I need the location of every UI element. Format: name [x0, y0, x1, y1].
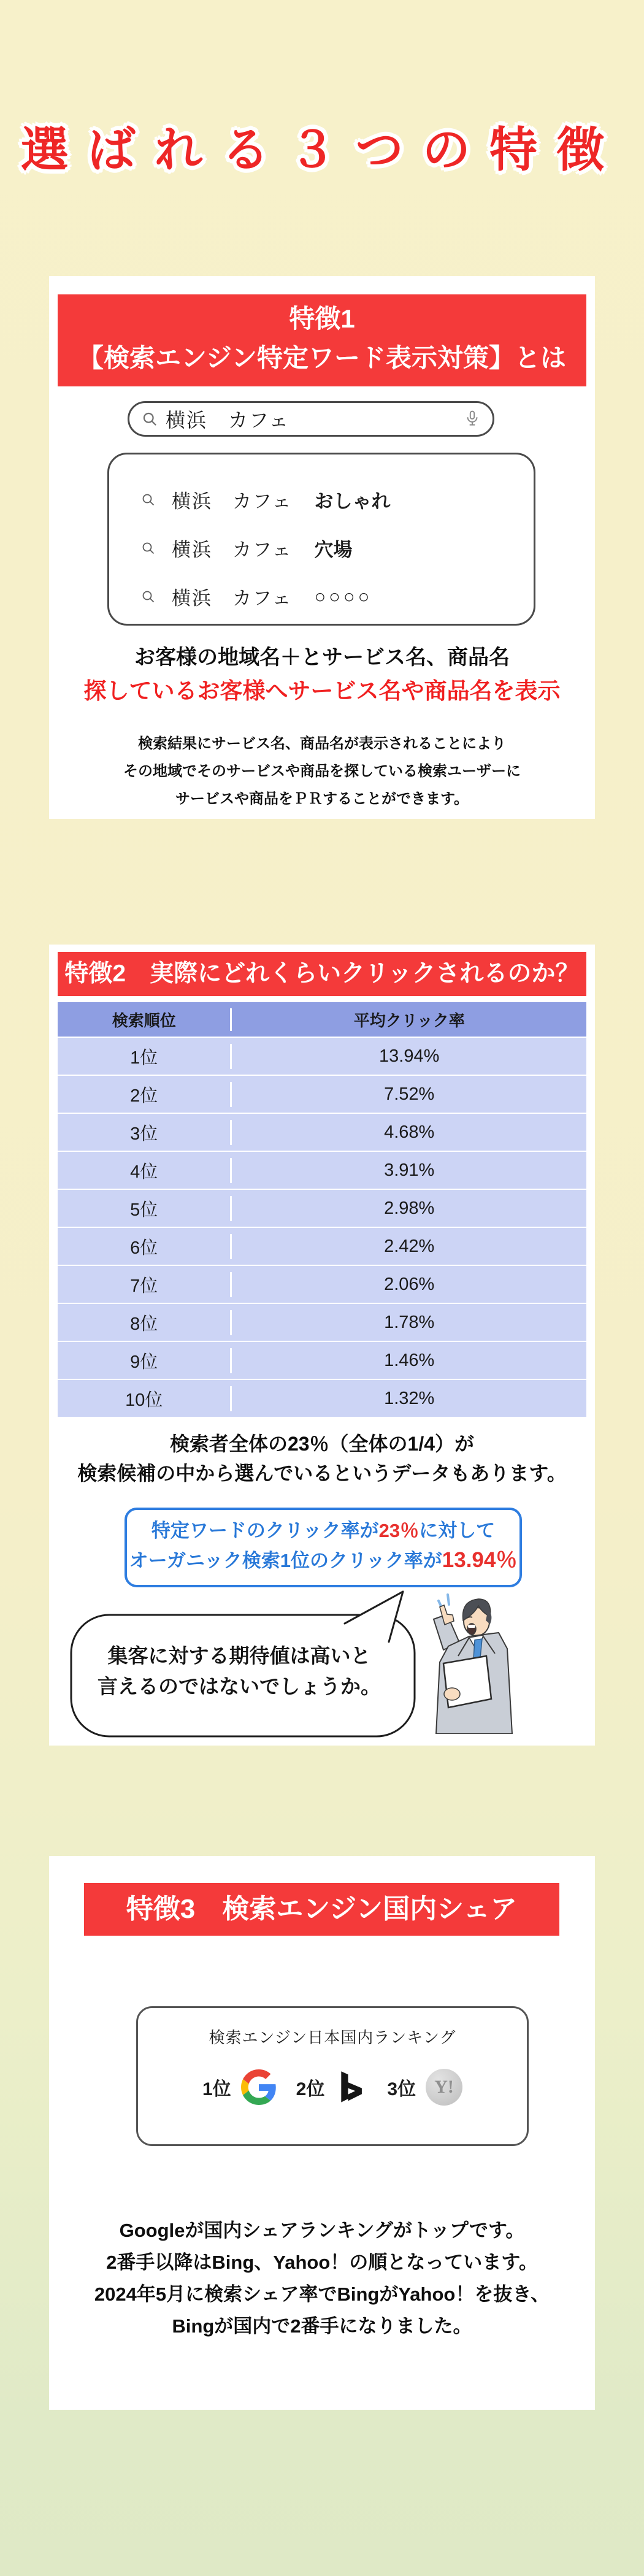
column-header-rank: 検索順位	[58, 1008, 232, 1031]
feature1-body-line: 検索結果にサービス名、商品名が表示されることにより	[138, 735, 506, 752]
callout-line1	[127, 1516, 519, 1546]
table-row	[58, 1304, 586, 1341]
ranking-item-google	[202, 2069, 277, 2105]
search-query-text: 横浜 カフェ	[166, 409, 290, 431]
feature3-body-line: 2024年5月に検索シェア率でBingがYahoo！を抜き、	[94, 2283, 550, 2305]
rank-label: 3位	[387, 2079, 416, 2099]
bubble-line: 言えるのではないでしょうか。	[98, 1675, 381, 1698]
feature2-note-text	[49, 1429, 595, 1488]
table-row	[58, 1342, 586, 1379]
suggestion-prefix: 横浜 カフェ	[172, 539, 293, 561]
feature3-body-line: Bingが国内で2番手になりました。	[172, 2315, 472, 2337]
rank-cell: 7位	[58, 1272, 232, 1297]
feature3-body-line: Googleが国内シェアランキングがトップです。	[119, 2220, 525, 2241]
ctr-cell: 1.78%	[384, 1312, 435, 1332]
ctr-cell: 13.94%	[379, 1046, 440, 1066]
bubble-line: 集客に対する期待値は高いと	[107, 1644, 371, 1667]
feature1-lead-red: 探しているお客様へサービス名や商品名を表示	[83, 678, 561, 703]
ctr-cell: 2.98%	[384, 1198, 435, 1218]
search-suggestions-panel	[107, 453, 535, 626]
search-icon	[142, 411, 158, 427]
callout-red-value: 23％	[378, 1520, 420, 1541]
rank-cell: 8位	[58, 1310, 232, 1335]
ranking-item-yahoo	[387, 2069, 462, 2106]
feature1-card	[49, 276, 595, 819]
feature2-note-line: 検索者全体の23％（全体の1/4）が	[169, 1433, 475, 1455]
page-title: 選ばれる３つの特徴	[20, 123, 624, 177]
callout-line2	[127, 1546, 519, 1576]
feature2-header-banner: 特徴2 実際にどれくらいクリックされるのか？	[58, 952, 586, 996]
ranking-logos-row	[138, 2069, 527, 2106]
ctr-cell: 4.68%	[384, 1122, 435, 1142]
feature3-card	[49, 1856, 595, 2410]
search-icon	[141, 589, 156, 604]
rank-label: 1位	[202, 2079, 231, 2099]
table-row	[58, 1152, 586, 1189]
ctr-comparison-callout	[125, 1508, 522, 1587]
click-rate-table	[58, 1002, 586, 1417]
feature2-note-line: 検索候補の中から選んでいるというデータもあります。	[77, 1462, 567, 1484]
rank-cell: 10位	[58, 1386, 232, 1411]
search-icon	[141, 541, 156, 556]
table-row	[58, 1076, 586, 1113]
feature1-header-banner	[58, 294, 586, 386]
table-row	[58, 1380, 586, 1417]
suggestion-item[interactable]	[109, 475, 534, 524]
ctr-cell: 1.32%	[384, 1388, 435, 1408]
google-logo	[241, 2069, 277, 2105]
table-row	[58, 1266, 586, 1303]
feature1-body-line: サービスや商品をＰＲすることができます。	[175, 791, 469, 807]
rank-cell: 3位	[58, 1120, 232, 1145]
rank-cell: 1位	[58, 1044, 232, 1069]
callout-blue-text: オーガニック検索1位のクリック率が	[129, 1550, 442, 1571]
column-header-ctr: 平均クリック率	[353, 1011, 465, 1030]
ranking-box-title: 検索エンジン日本国内ランキング	[209, 2028, 456, 2047]
search-icon	[141, 493, 156, 507]
suggestion-item[interactable]	[109, 524, 534, 572]
callout-red-value: 13.94％	[442, 1548, 518, 1572]
rank-cell: 5位	[58, 1196, 232, 1221]
table-row	[58, 1190, 586, 1227]
domestic-share-ranking-box	[136, 2006, 529, 2146]
suggestion-suffix: 穴場	[314, 539, 353, 561]
ctr-cell: 1.46%	[384, 1350, 435, 1370]
ranking-item-bing	[296, 2070, 368, 2104]
suggestion-item[interactable]	[109, 572, 534, 621]
search-input[interactable]	[128, 401, 494, 437]
table-row	[58, 1038, 586, 1075]
businessman-illustration	[426, 1590, 518, 1734]
rank-cell: 4位	[58, 1158, 232, 1183]
feature3-header-banner: 特徴3 検索エンジン国内シェア	[84, 1883, 559, 1936]
callout-blue-text: に対して	[419, 1520, 496, 1541]
feature3-body-text	[49, 2215, 595, 2342]
feature1-body-line: その地域でそのサービスや商品を探している検索ユーザーに	[123, 763, 521, 780]
feature1-lead-black: お客様の地域名＋とサービス名、商品名	[134, 646, 510, 669]
microphone-icon[interactable]	[464, 410, 480, 427]
feature1-header-line2: 【検索エンジン特定ワード表示対策】とは	[78, 343, 566, 372]
rank-label: 2位	[296, 2079, 325, 2099]
feature3-body-line: 2番手以降はBing、Yahoo！の順となっています。	[106, 2252, 538, 2273]
feature2-card	[49, 945, 595, 1746]
feature1-header-line1: 特徴1	[289, 304, 355, 333]
suggestion-prefix: 横浜 カフェ	[172, 491, 293, 512]
ctr-cell: 3.91%	[384, 1160, 435, 1180]
table-row	[58, 1114, 586, 1151]
callout-blue-text: 特定ワードのクリック率が	[151, 1520, 379, 1541]
ctr-cell: 2.42%	[384, 1236, 435, 1256]
yahoo-logo: Y!	[426, 2069, 462, 2106]
speech-bubble-text	[86, 1641, 393, 1702]
suggestion-suffix: おしゃれ	[314, 491, 391, 512]
ctr-cell: 2.06%	[384, 1274, 435, 1294]
table-header-row	[58, 1002, 586, 1037]
feature1-body-text	[49, 730, 595, 813]
bing-logo	[334, 2070, 367, 2104]
rank-cell: 2位	[58, 1082, 232, 1107]
rank-cell: 6位	[58, 1234, 232, 1259]
table-row	[58, 1228, 586, 1265]
suggestion-prefix: 横浜 カフェ	[172, 588, 293, 609]
ctr-cell: 7.52%	[384, 1084, 435, 1104]
suggestion-suffix: ○○○○	[314, 585, 373, 607]
rank-cell: 9位	[58, 1348, 232, 1373]
